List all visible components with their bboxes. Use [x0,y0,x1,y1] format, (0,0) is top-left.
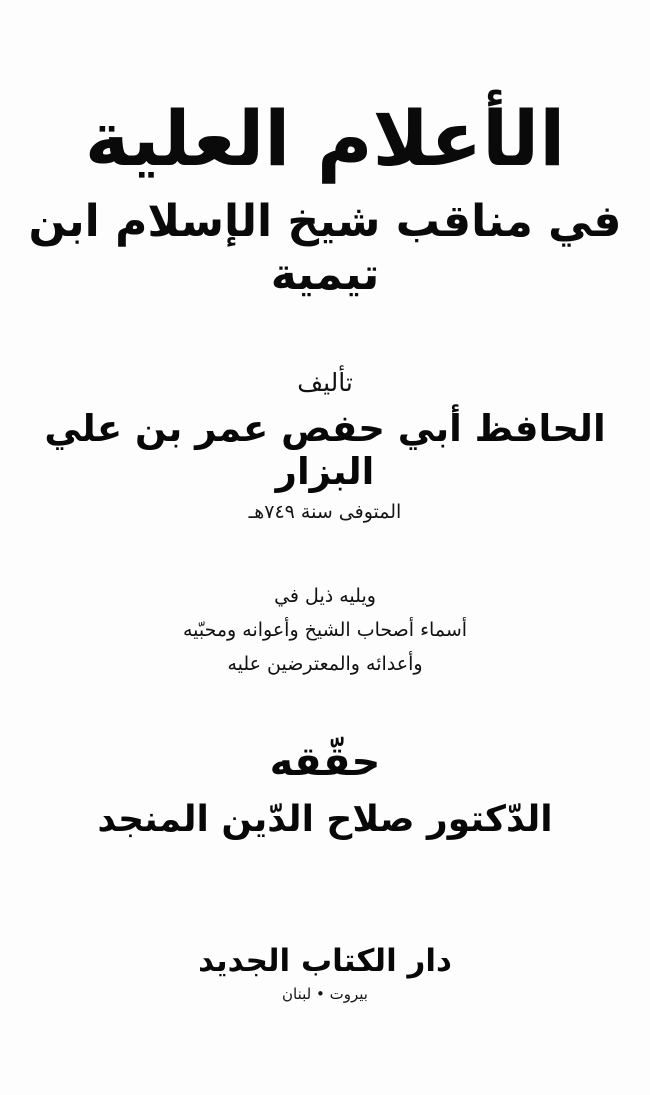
appendix-line-1: ويليه ذيل في [274,584,376,607]
appendix-line-3: وأعدائه والمعترضين عليه [227,653,423,676]
publisher-city: بيروت • لبنان [282,985,368,1003]
appendix-note [0,579,650,683]
publisher-block [0,943,650,1003]
book-title-main: الأعلام العلية [84,94,566,183]
author-death-date: المتوفى سنة ٧٤٩هـ [248,500,402,523]
book-title-subtitle: في مناقب شيخ الإسلام ابن تيمية [28,196,622,301]
editor-name: الدّكتور صلاح الدّين المنجد [97,798,553,840]
appendix-line-2: أسماء أصحاب الشيخ وأعوانه ومحبّيه [182,619,468,642]
publisher-name: دار الكتاب الجديد [198,943,452,979]
author-name: الحافظ أبي حفص عمر بن علي البزار [44,406,606,493]
editor-label: حقّقه [269,738,381,785]
byline-label: تأليف [297,367,353,397]
